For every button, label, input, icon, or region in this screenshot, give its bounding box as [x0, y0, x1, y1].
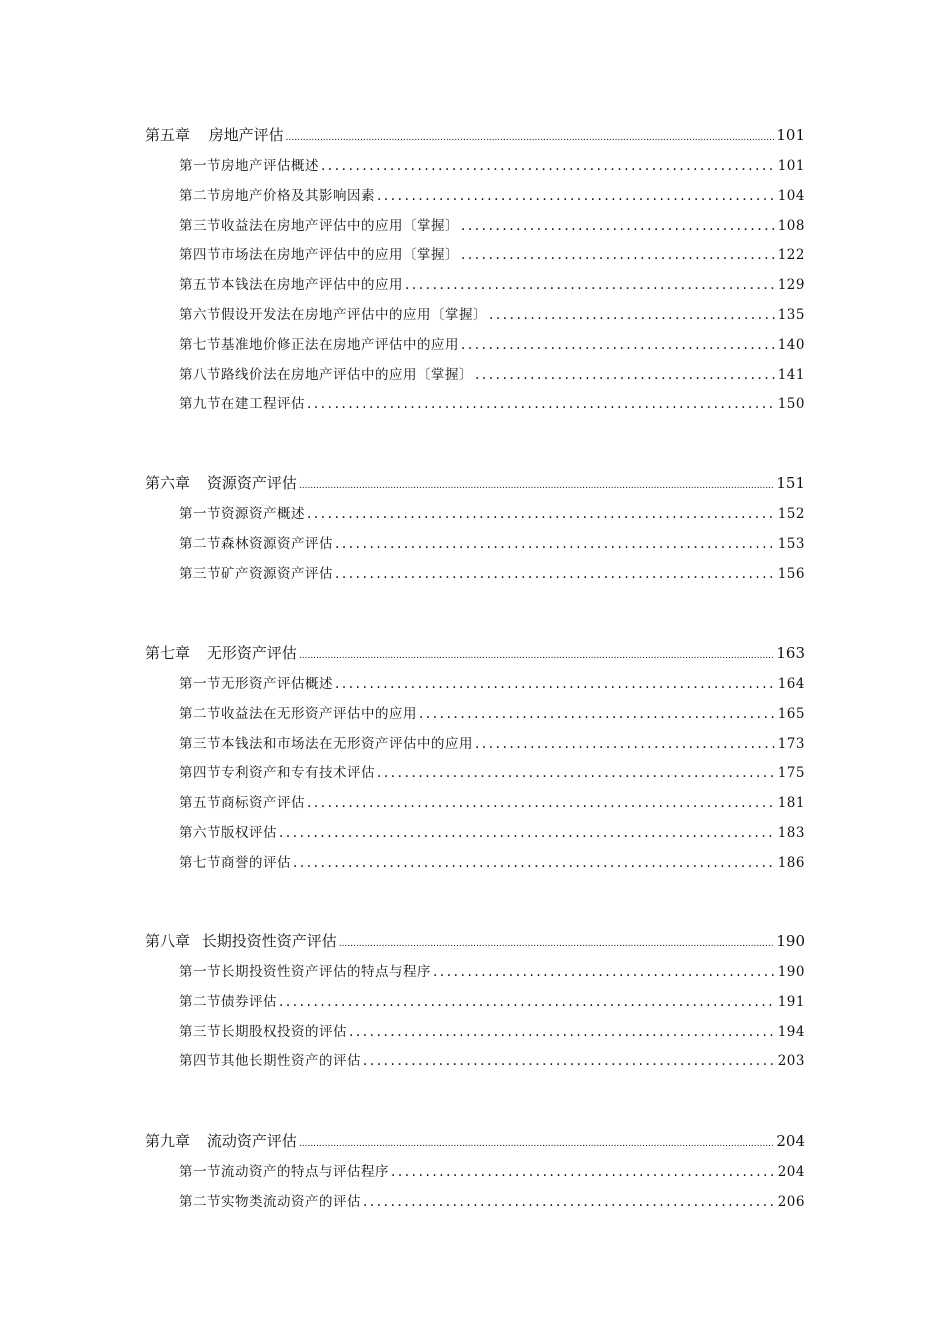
section-title: 债券评估 [221, 993, 277, 1010]
section-page-number: 108 [777, 217, 805, 234]
section-title: 版权评估 [221, 824, 277, 841]
dot-leader [339, 932, 775, 950]
section-number: 第五节 [179, 277, 221, 294]
section-entry[interactable] [145, 273, 805, 303]
section-entry[interactable] [145, 761, 805, 791]
section-entry[interactable] [145, 363, 805, 393]
chapter-page-number: 190 [776, 932, 805, 950]
section-page-number: 204 [777, 1164, 805, 1180]
section-page-number: 156 [777, 565, 805, 582]
chapter-title: 房地产评估 [208, 126, 284, 144]
section-number: 第六节 [179, 824, 221, 841]
chapter-block [145, 124, 805, 422]
section-title: 森林资源资产评估 [221, 535, 333, 552]
section-page-number: 175 [777, 765, 805, 782]
section-entry[interactable] [145, 821, 805, 851]
section-page-number: 135 [777, 306, 805, 323]
section-number: 第二节 [179, 705, 221, 722]
section-page-number: 173 [777, 735, 805, 752]
dot-leader [286, 126, 775, 144]
chapter-block [145, 1130, 805, 1220]
chapter-number: 第六章 [145, 474, 191, 492]
chapter-entry[interactable] [145, 1130, 805, 1160]
section-number: 第四节 [179, 765, 221, 782]
dot-leader [391, 1164, 776, 1180]
chapter-entry[interactable] [145, 642, 805, 672]
section-number: 第三节 [179, 735, 221, 752]
section-entry[interactable] [145, 1190, 805, 1220]
section-title: 实物类流动资产的评估 [221, 1193, 361, 1210]
section-entry[interactable] [145, 214, 805, 244]
dot-leader [307, 506, 776, 522]
dot-leader [377, 765, 776, 781]
dot-leader [299, 644, 774, 662]
section-entry[interactable] [145, 851, 805, 881]
dot-leader [475, 736, 776, 752]
dot-leader [293, 855, 776, 871]
dot-leader [335, 536, 776, 552]
section-number: 第五节 [179, 795, 221, 812]
section-title: 长期股权投资的评估 [221, 1023, 347, 1040]
dot-leader [475, 367, 776, 383]
chapter-entry[interactable] [145, 124, 805, 154]
dot-leader [489, 307, 776, 323]
section-number: 第一节 [179, 964, 221, 980]
section-entry[interactable] [145, 702, 805, 732]
section-entry[interactable] [145, 154, 805, 184]
dot-leader [321, 158, 776, 174]
section-number: 第八节 [179, 366, 221, 383]
chapter-entry[interactable] [145, 930, 805, 960]
dot-leader [307, 396, 776, 412]
section-title: 房地产评估概述 [221, 158, 319, 174]
section-number: 第七节 [179, 336, 221, 353]
section-entry[interactable] [145, 243, 805, 273]
section-number: 第二节 [179, 1193, 221, 1210]
section-number: 第三节 [179, 1023, 221, 1040]
chapter-block [145, 930, 805, 1079]
section-entry[interactable] [145, 392, 805, 422]
chapter-page-number: 163 [776, 644, 805, 662]
section-title: 房地产价格及其影响因素 [221, 187, 375, 204]
section-page-number: 203 [777, 1053, 805, 1070]
dot-leader [307, 795, 776, 811]
section-title: 市场法在房地产评估中的应用〔掌握〕 [221, 247, 459, 264]
section-number: 第四节 [179, 247, 221, 264]
section-entry[interactable] [145, 1049, 805, 1079]
dot-leader [461, 218, 776, 234]
section-title: 无形资产评估概述 [221, 676, 333, 692]
dot-leader [363, 1194, 776, 1210]
section-title: 本钱法和市场法在无形资产评估中的应用 [221, 735, 473, 752]
dot-leader [349, 1024, 776, 1040]
section-page-number: 186 [777, 854, 805, 871]
section-entry[interactable] [145, 672, 805, 702]
section-title: 假设开发法在房地产评估中的应用〔掌握〕 [221, 306, 487, 323]
chapter-title: 流动资产评估 [206, 1132, 297, 1150]
section-number: 第二节 [179, 993, 221, 1010]
section-page-number: 164 [777, 676, 805, 692]
chapter-page-number: 204 [776, 1132, 805, 1150]
section-number: 第六节 [179, 306, 221, 323]
section-page-number: 141 [777, 366, 805, 383]
section-entry[interactable] [145, 960, 805, 990]
dot-leader [299, 474, 774, 492]
section-number: 第三节 [179, 565, 221, 582]
dot-leader [377, 188, 776, 204]
section-page-number: 104 [777, 187, 805, 204]
section-entry[interactable] [145, 303, 805, 333]
dot-leader [405, 277, 776, 293]
chapter-title: 无形资产评估 [206, 644, 297, 662]
section-number: 第四节 [179, 1053, 221, 1070]
section-page-number: 153 [777, 535, 805, 552]
section-page-number: 181 [777, 795, 805, 812]
section-page-number: 191 [777, 993, 805, 1010]
dot-leader [335, 676, 776, 692]
section-page-number: 122 [777, 247, 805, 264]
dot-leader [279, 825, 776, 841]
chapter-block [145, 642, 805, 881]
dot-leader [461, 247, 776, 263]
section-page-number: 190 [777, 964, 805, 980]
section-number: 第一节 [179, 1164, 221, 1180]
section-number: 第一节 [179, 676, 221, 692]
section-title: 本钱法在房地产评估中的应用 [221, 277, 403, 294]
section-title: 其他长期性资产的评估 [221, 1053, 361, 1070]
section-page-number: 183 [777, 824, 805, 841]
chapter-block [145, 472, 805, 591]
section-number: 第二节 [179, 187, 221, 204]
section-number: 第七节 [179, 854, 221, 871]
section-page-number: 101 [777, 158, 805, 174]
section-number: 第一节 [179, 158, 221, 174]
section-title: 商誉的评估 [221, 854, 291, 871]
section-page-number: 152 [777, 506, 805, 522]
dot-leader [461, 337, 776, 353]
section-page-number: 165 [777, 705, 805, 722]
chapter-number: 第八章 [145, 932, 191, 950]
section-title: 长期投资性资产评估的特点与程序 [221, 964, 431, 980]
section-entry[interactable] [145, 990, 805, 1020]
chapter-title: 资源资产评估 [206, 474, 297, 492]
section-entry[interactable] [145, 1160, 805, 1190]
section-title: 矿产资源资产评估 [221, 565, 333, 582]
section-title: 商标资产评估 [221, 795, 305, 812]
dot-leader [335, 566, 776, 582]
section-title: 路线价法在房地产评估中的应用〔掌握〕 [221, 366, 473, 383]
chapter-page-number: 151 [776, 474, 805, 492]
section-number: 第三节 [179, 217, 221, 234]
dot-leader [419, 706, 776, 722]
section-title: 基准地价修正法在房地产评估中的应用 [221, 336, 459, 353]
section-page-number: 129 [777, 277, 805, 294]
section-number: 第二节 [179, 535, 221, 552]
section-page-number: 206 [777, 1193, 805, 1210]
section-title: 收益法在房地产评估中的应用〔掌握〕 [221, 217, 459, 234]
chapter-title: 长期投资性资产评估 [201, 932, 337, 950]
section-title: 流动资产的特点与评估程序 [221, 1164, 389, 1180]
section-number: 第一节 [179, 506, 221, 522]
section-page-number: 150 [777, 396, 805, 413]
section-title: 收益法在无形资产评估中的应用 [221, 705, 417, 722]
section-page-number: 194 [777, 1023, 805, 1040]
section-entry[interactable] [145, 184, 805, 214]
section-entry[interactable] [145, 562, 805, 592]
dot-leader [299, 1132, 774, 1150]
chapter-number: 第七章 [145, 644, 191, 662]
dot-leader [363, 1053, 776, 1069]
dot-leader [433, 964, 776, 980]
section-entry[interactable] [145, 791, 805, 821]
chapter-number: 第五章 [145, 126, 191, 144]
section-entry[interactable] [145, 502, 805, 532]
dot-leader [279, 994, 776, 1010]
section-entry[interactable] [145, 333, 805, 363]
section-title: 资源资产概述 [221, 506, 305, 522]
section-entry[interactable] [145, 1020, 805, 1050]
chapter-number: 第九章 [145, 1132, 191, 1150]
section-title: 在建工程评估 [221, 396, 305, 413]
section-page-number: 140 [777, 336, 805, 353]
section-entry[interactable] [145, 732, 805, 762]
section-title: 专利资产和专有技术评估 [221, 765, 375, 782]
section-entry[interactable] [145, 532, 805, 562]
section-number: 第九节 [179, 396, 221, 413]
chapter-page-number: 101 [776, 126, 805, 144]
chapter-entry[interactable] [145, 472, 805, 502]
